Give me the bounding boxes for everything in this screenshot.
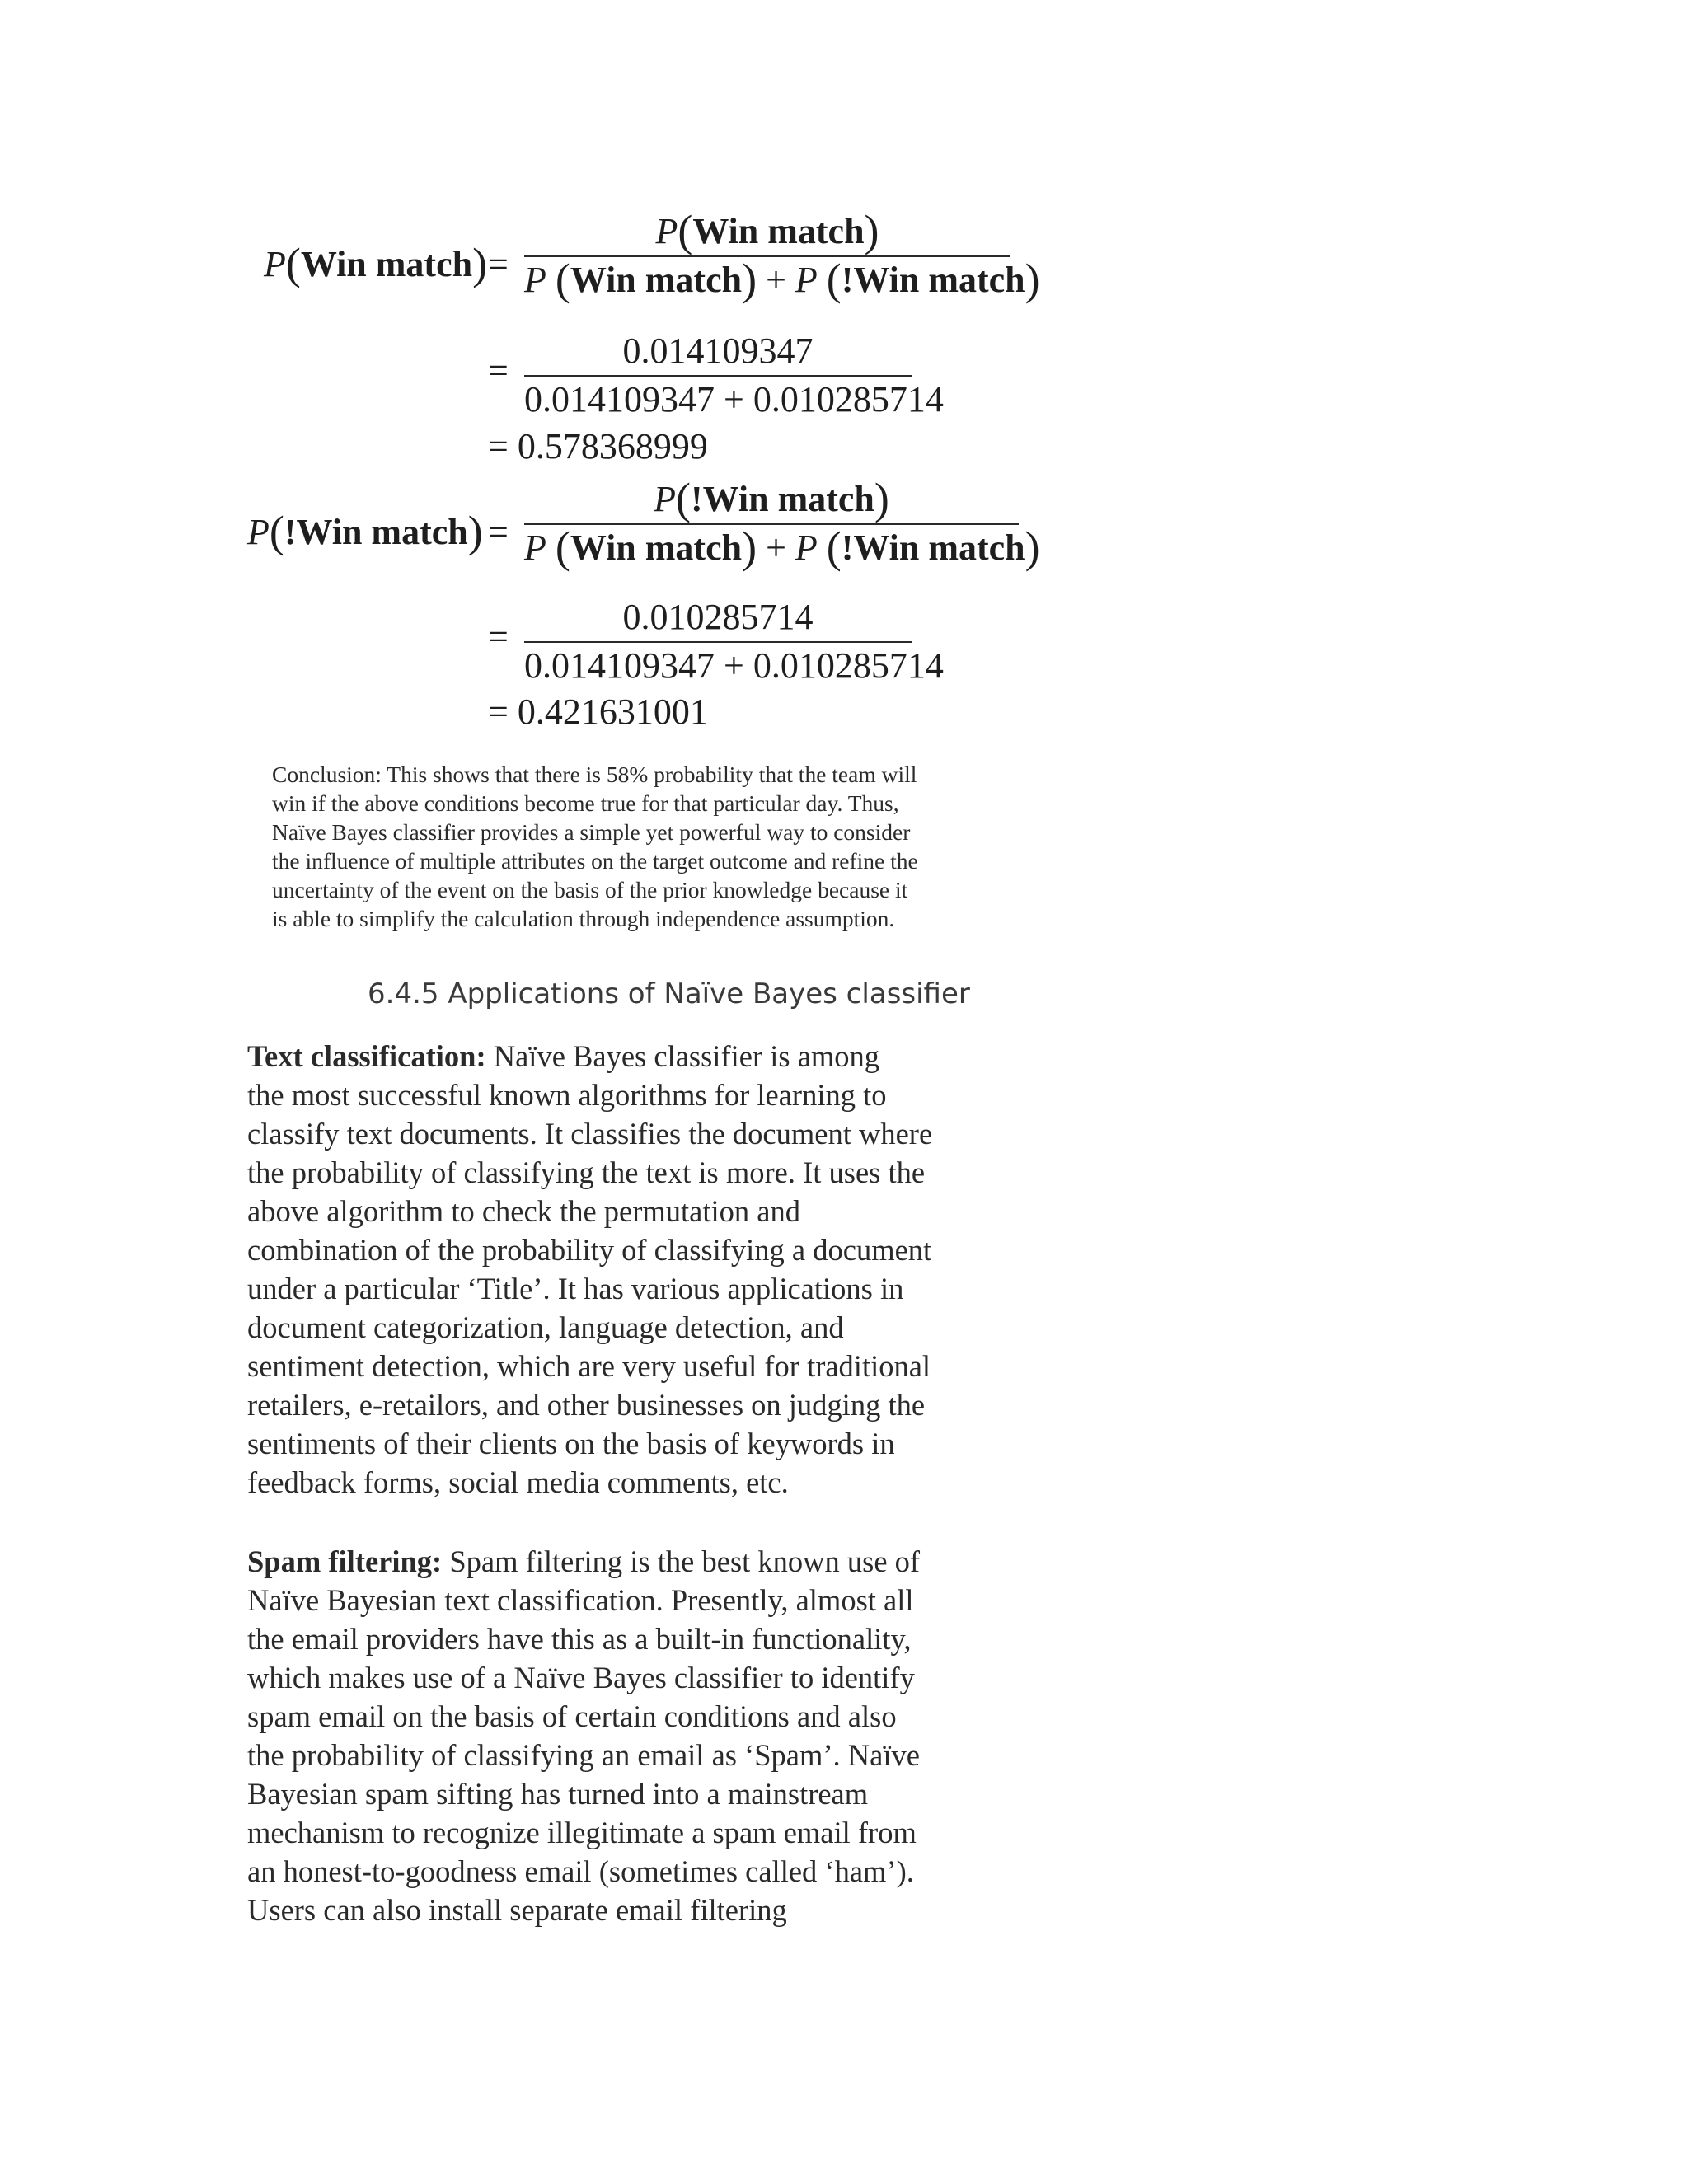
- equals-sign: =: [488, 350, 509, 391]
- equals-sign: =: [488, 512, 509, 552]
- fraction-denominator: 0.014109347 + 0.010285714: [524, 379, 944, 419]
- result-line: = 0.578368999: [488, 426, 708, 466]
- section-heading: 6.4.5 Applications of Naïve Bayes classifier: [368, 977, 970, 1010]
- fraction-numerator: P(!Win match): [654, 474, 889, 523]
- equation-lhs: P(Win match): [264, 239, 488, 288]
- equals-sign: =: [488, 616, 509, 657]
- conclusion-paragraph: Conclusion: This shows that there is 58% probability that the team will win if the above conditions become true for that particular day. Thus, Naïve Bayes classifier provides a simple yet powerful way to consider the influence of multiple attributes on the target outcome and refine the uncertainty of the event on the basis of the prior knowledge because it is able to simplify the calculation through independence assumption.: [272, 762, 918, 931]
- fraction-numerator: 0.010285714: [622, 597, 814, 637]
- fraction-bar: [524, 375, 912, 377]
- fraction-denominator: 0.014109347 + 0.010285714: [524, 645, 944, 686]
- fraction-numerator: P(Win match): [655, 206, 879, 255]
- fraction-denominator: P (Win match) + P (!Win match): [524, 523, 1040, 572]
- equals-sign: =: [488, 244, 509, 284]
- text-classification-paragraph: Text classification: Naïve Bayes classifier is among the most successful known algorithms for learning to classify text documents. It classifies the document where the probability of classifying the text is more. It uses the above algorithm to check the permutation and combination of the probability of classifying a document under a particular ‘Title’. It has various applications in document categorization, language detection, and sentiment detection, which are very useful for traditional retailers, e-retailors, and other businesses on judging the sentiments of their clients on the basis of keywords in feedback forms, social media comments, etc.: [247, 1039, 933, 1499]
- fraction-bar: [524, 255, 1010, 257]
- prob-symbol: P: [264, 244, 286, 284]
- spam-filtering-paragraph: Spam filtering: Spam filtering is the best known use of Naïve Bayesian text classification. Presently, almost all the email providers have this as a built-in functionality, which makes use of a Naïve Bayes classifier to identify spam email on the basis of certain conditions and also the probability of classifying an email as ‘Spam’. Naïve Bayesian spam sifting has turned into a mainstream mechanism to recognize illegitimate a spam email from an honest-to-goodness email (sometimes called ‘ham’). Users can also install separate email filtering: [247, 1544, 921, 1927]
- fraction: [524, 206, 1040, 304]
- fraction: [524, 596, 944, 687]
- fraction: [524, 330, 944, 420]
- event-term: !Win match: [284, 512, 468, 552]
- prob-symbol: P: [247, 512, 270, 552]
- result-value: 0.578368999: [517, 426, 708, 466]
- fraction-numerator: 0.014109347: [622, 330, 814, 371]
- fraction-denominator: P (Win match) + P (!Win match): [524, 255, 1040, 304]
- paragraph-lead: Text classification:: [247, 1039, 486, 1073]
- result-line: = 0.421631001: [488, 691, 708, 732]
- fraction: [524, 474, 1040, 572]
- equation-lhs: P(!Win match): [247, 507, 483, 556]
- event-term: Win match: [300, 244, 473, 284]
- fraction-bar: [524, 641, 912, 643]
- paragraph-lead: Spam filtering:: [247, 1544, 443, 1578]
- fraction-bar: [524, 523, 1019, 525]
- result-value: 0.421631001: [517, 691, 708, 732]
